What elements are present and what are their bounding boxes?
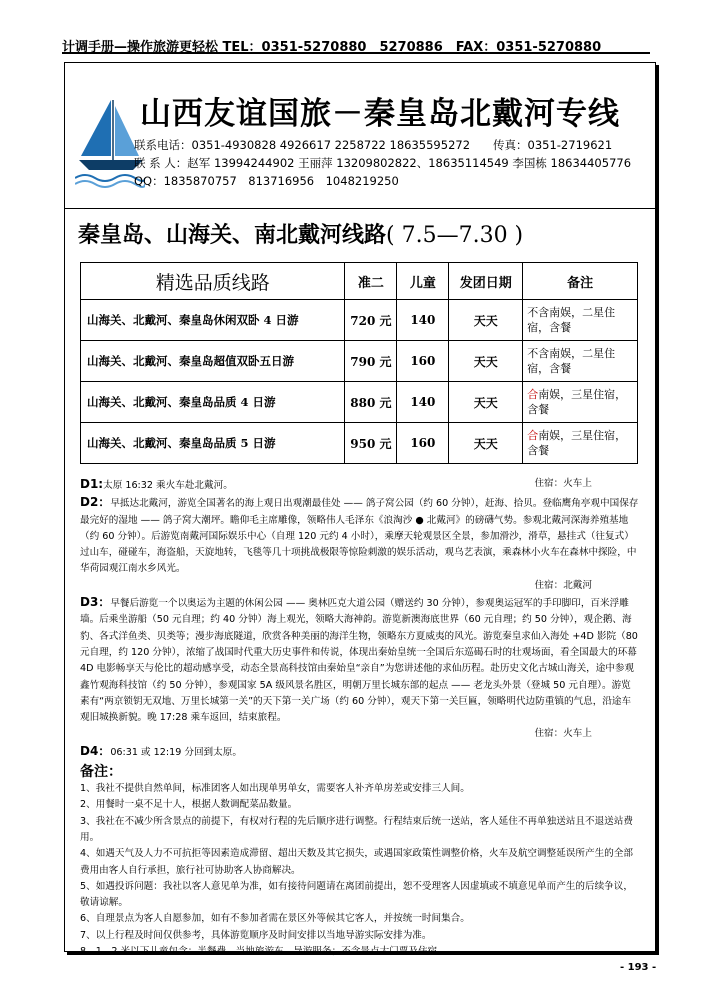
route-name: 秦皇岛、山海关、南北戴河线路 — [78, 222, 387, 248]
departure-cell: 天天 — [449, 382, 523, 423]
table-header-row — [81, 263, 638, 300]
day3-text: 早餐后游览一个以奥运为主题的休闲公园 —— 奥林匹克大道公园（赠送约 30 分钟），参观奥运冠军的手印脚印，百米浮雕墙。后乘坐游船（50 元自理；约 40 分钟）海上观光，领略大海神韵。游览新澳海底世界（60 元自理；约 50 分钟），观企鹅、海豹、各式洋鱼类、贝类等；漫步海底隧道，欣赏各种美丽的海洋生物，领略东方夏威夷的风光。游览秦皇求仙入海处 +4D 影院（80 元自理，约 120 分钟），浓缩了战国时代重大历史事件和传说，体现出秦始皇统一全国后东巡碣石时的壮观场面，看全国最大的环幕 4D 电影畅享天与伦比的超动感享受，动态全景高科技馆由秦始皇“亲自”为您讲述他的求仙历程。赴历史文化古城山海关，途中参观鑫竹观海科技馆（约 50 分钟），参观国家 5A 级风景名胜区，明朝万里长城东部的起点 —— 老龙头外景（登城 50 元自理）。游览素有“两京锁钥无双地、万里长城第一关”的天下第一关广场（约 60 分钟），观天下第一关巨匾，领略明代边防重镇的气息，沿途车观旧城换新貌。晚 17:28 乘车返回，结束旅程。 — [80, 598, 638, 724]
agency-title: 山西友谊国旅－秦皇岛北戴河专线 — [140, 96, 620, 132]
day2-lodging-line — [80, 578, 640, 594]
contact-phones: 联系电话：0351-4930828 4926617 2258722 18635595272 传真：0351-2719621 — [134, 138, 613, 152]
table-row — [81, 423, 638, 464]
route-name-cell: 山海关、北戴河、秦皇岛品质 5 日游 — [81, 423, 345, 464]
route-name-cell: 山海关、北戴河、秦皇岛品质 4 日游 — [81, 382, 345, 423]
product-table — [80, 262, 638, 464]
table-row — [81, 382, 638, 423]
child-price-cell: 160 — [397, 341, 449, 382]
contact-people: 联 系 人：赵军 13994244902 王丽萍 13209802822、18635114549 李国栋 18634405776 — [134, 156, 632, 170]
day2 — [80, 494, 640, 577]
note-cell: 不含南娱，二星住宿，含餐 — [523, 300, 638, 341]
day1-label: D1: — [80, 477, 104, 491]
departure-cell: 天天 — [449, 341, 523, 382]
day2-lodging: 住宿：北戴河 — [534, 579, 592, 591]
adult-price-cell: 950 元 — [345, 423, 397, 464]
departure-cell: 天天 — [449, 300, 523, 341]
day3-lodging: 住宿：火车上 — [534, 728, 592, 740]
day1 — [80, 476, 640, 494]
note-item: 8、1．2 米以下儿童包含：半餐费、当地旅游车、导游服务；不含景点大门票及住宿。 — [80, 946, 447, 958]
day3 — [80, 594, 640, 726]
note-item: 1、我社不提供自然单间，标准团客人如出现单男单女，需要客人补齐单房差或安排三人间。 — [80, 783, 470, 795]
note-item: 2、用餐时一桌不足十人，根据人数调配菜品数量。 — [80, 799, 298, 811]
note-item: 4、如遇天气及人力不可抗拒等因素造成滞留、超出天数及其它损失，或遇国家政策性调整价格，火车及航空调整延误所产生的全部费用由客人自行承担，旅行社可协助客人协商解决。 — [80, 848, 633, 876]
adult-price-cell: 720 元 — [345, 300, 397, 341]
table-row — [81, 300, 638, 341]
col-header-note: 备注 — [523, 263, 638, 300]
child-price-cell: 140 — [397, 382, 449, 423]
table-row — [81, 341, 638, 382]
notes-heading: 备注： — [80, 764, 122, 781]
note-cell: 不含南娱，二星住宿，含餐 — [523, 341, 638, 382]
route-title — [78, 218, 523, 249]
day4 — [80, 743, 640, 761]
day1-lodging: 住宿：火车上 — [534, 478, 592, 489]
day3-label: D3： — [80, 595, 111, 610]
day3-lodging-line — [80, 726, 640, 742]
route-name-cell: 山海关、北戴河、秦皇岛超值双卧五日游 — [81, 341, 345, 382]
adult-price-cell: 880 元 — [345, 382, 397, 423]
page-number: - 193 - — [620, 962, 657, 973]
route-dates: ( 7.5—7.30 ) — [386, 223, 524, 248]
route-name-cell: 山海关、北戴河、秦皇岛休闲双卧 4 日游 — [81, 300, 345, 341]
note-item: 6、自理景点为客人自愿参加，如有不参加者需在景区外等候其它客人，并按统一时间集合。 — [80, 913, 470, 925]
adult-price-cell: 790 元 — [345, 341, 397, 382]
col-header-route: 精选品质线路 — [81, 263, 345, 300]
note-item: 3、我社在不减少所含景点的前提下，有权对行程的先后顺序进行调整。行程结束后统一送站，客人延住不再单独送站且不退送站费用。 — [80, 815, 633, 843]
top-banner — [62, 36, 650, 54]
note-item: 7、以上行程及时间仅供参考，具体游览顺序及时间安排以当地导游实际安排为准。 — [80, 929, 432, 941]
note-cell: 合南娱，三星住宿，含餐 — [523, 382, 638, 423]
col-header-adult: 准二 — [345, 263, 397, 300]
contact-qq: QQ：1835870757 813716956 1048219250 — [134, 174, 399, 188]
departure-cell: 天天 — [449, 423, 523, 464]
day4-label: D4： — [80, 743, 111, 758]
col-header-child: 儿童 — [397, 263, 449, 300]
banner-rule — [62, 52, 650, 54]
header-divider — [65, 208, 655, 209]
banner-text: 计调手册—操作旅游更轻松 TEL：0351-5270880 5270886 FAX：0351-5270880 — [62, 40, 602, 54]
note-item: 5、如遇投诉问题：我社以客人意见单为准，如有接待问题请在离团前提出，恕不受理客人因虚填或不填意见单而产生的后续争议，敬请谅解。 — [80, 880, 633, 909]
col-header-date: 发团日期 — [449, 263, 523, 300]
day2-label: D2： — [80, 495, 111, 510]
child-price-cell: 160 — [397, 423, 449, 464]
note-cell: 合南娱，三星住宿，含餐 — [523, 423, 638, 464]
day1-text: 太原 16:32 乘火车赴北戴河。 — [103, 480, 233, 491]
child-price-cell: 140 — [397, 300, 449, 341]
day2-text: 早抵达北戴河，游览全国著名的海上观日出观潮最佳处 —— 鸽子窝公园（约 60 分钟），赶海、拾贝。登临鹰角亭观中国保存最完好的湿地 —— 鸽子窝大潮坪。瞻仰毛主席雕像，领略伟人毛泽东《浪淘沙 ● 北戴河》的磅礴气势。参观北戴河深海养殖基地（约 60 分钟）。后游览南戴河国际娱乐中心（自理 120 元约 4 小时），乘摩天轮观景区全景，参加滑沙，滑草，悬挂式（往复式）过山车，碰碰车，海盗船，天旋地转，飞毯等几十项挑战极限等惊险刺激的娱乐活动，观乌艺表演，乘森林小火车在森林中探险，中华荷园观江南水乡风光。 — [80, 498, 639, 575]
day4-text: 06:31 或 12:19 分回到太原。 — [110, 746, 242, 758]
itinerary — [80, 476, 640, 960]
